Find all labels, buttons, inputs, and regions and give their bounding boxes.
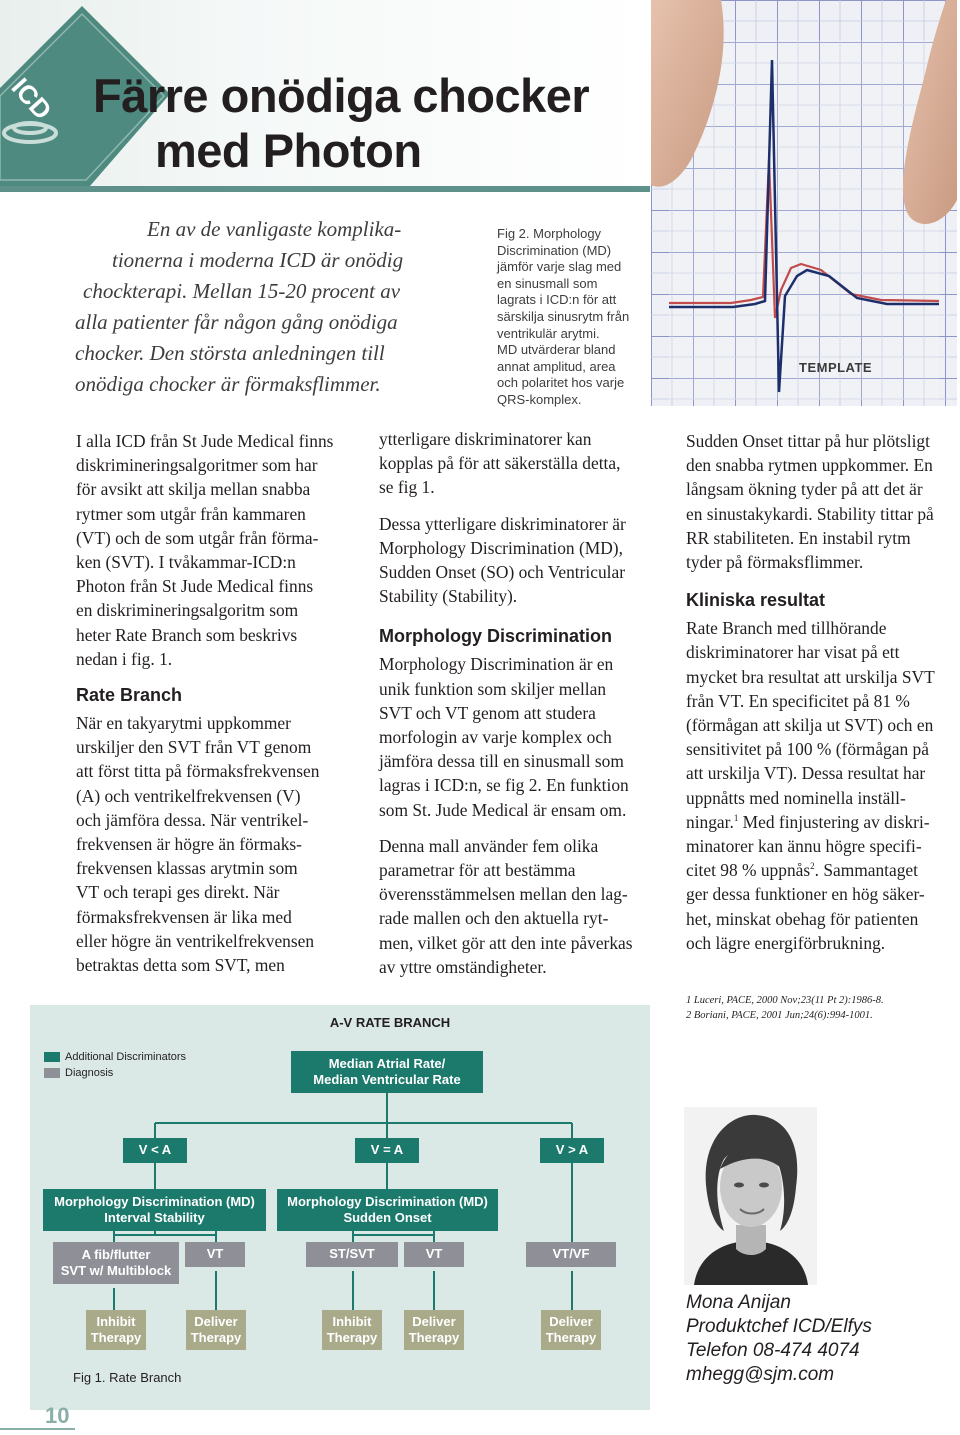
text-line: När en takyarytmi uppkommer xyxy=(76,713,291,734)
intro-line: chockterapi. Mellan 15-20 procent av xyxy=(83,279,401,303)
legend-swatch-teal xyxy=(44,1052,60,1062)
node-line: Therapy xyxy=(326,1330,378,1345)
caption-line: ventrikulär arytmi. xyxy=(497,325,600,341)
heading-rate-branch: Rate Branch xyxy=(76,685,183,706)
node-deliver-1 xyxy=(186,1310,246,1350)
intro-line: onödiga chocker är förmaksflimmer. xyxy=(75,372,381,396)
contact-phone: Telefon 08-474 4074 xyxy=(686,1340,860,1361)
text-line: förmaksfrekvensen är lika med xyxy=(76,906,292,927)
text-line: Dessa ytterligare diskriminatorer är xyxy=(379,513,626,534)
node-line: Therapy xyxy=(408,1330,460,1345)
caption-line: lagrats i ICD:n för att xyxy=(497,292,617,308)
intro-text xyxy=(75,214,435,400)
node-line: Therapy xyxy=(90,1330,142,1345)
contact-role: Produktchef ICD/Elfys xyxy=(686,1316,872,1337)
title-line-1: Färre onödiga chocker xyxy=(93,69,590,122)
footnote-ref: 2 xyxy=(810,861,815,872)
text-line: unik funktion som skiljer mellan xyxy=(379,678,607,699)
paragraph xyxy=(76,711,366,977)
text-line: (förmågan att skilja ut SVT) och en xyxy=(686,715,934,736)
text-line: ytterligare diskriminatorer kan xyxy=(379,429,592,449)
node-disc-mid xyxy=(277,1189,498,1231)
text-line: frekvensen är högre än förmaks- xyxy=(76,834,302,855)
paragraph xyxy=(76,429,366,671)
text-line: kopplas på för att säkerställa detta, xyxy=(379,453,621,474)
text-line: Morphology Discrimination är en xyxy=(379,654,614,675)
text-line: men, vilket gör att den inte påverkas xyxy=(379,932,633,953)
node-line: Sudden Onset xyxy=(343,1210,432,1225)
text-line: I alla ICD från St Jude Medical finns xyxy=(76,431,334,451)
column-3 xyxy=(686,429,960,955)
node-root xyxy=(291,1051,483,1093)
legend-swatch-grey xyxy=(44,1068,60,1078)
title-line-2: med Photon xyxy=(155,124,422,177)
node-inhibit-2 xyxy=(322,1310,382,1350)
text-line: jämföra dessa till en sinusmall som xyxy=(379,751,624,772)
text-line: Stability (Stability). xyxy=(379,586,518,607)
node-line: SVT w/ Multiblock xyxy=(60,1263,172,1278)
text-line: Denna mall använder fem olika xyxy=(379,835,599,856)
footnote-ref: 1 xyxy=(733,813,739,824)
node-line: Therapy xyxy=(190,1330,242,1345)
text-line: att först titta på förmaksfrekvensen xyxy=(76,761,320,782)
photo-label: TEMPLATE xyxy=(799,360,873,375)
text-fragment: ningar. xyxy=(686,811,734,832)
contact-email[interactable]: mhegg@sjm.com xyxy=(686,1364,835,1385)
heading-kliniska-resultat: Kliniska resultat xyxy=(686,590,826,611)
paragraph xyxy=(379,427,669,500)
caption-line: särskilja sinusrytm från xyxy=(497,308,630,324)
text-line: sensitivitet på 100 % (förmågan på xyxy=(686,739,929,760)
text-line: mycket bra resultat att urskilja SVT xyxy=(686,666,935,687)
node-line: Deliver xyxy=(412,1313,456,1329)
node-line: Interval Stability xyxy=(104,1210,205,1225)
node-deliver-3 xyxy=(541,1310,601,1350)
caption-line: Discrimination (MD) xyxy=(497,242,612,258)
text-line: (A) och ventrikelfrekvensen (V) xyxy=(76,785,301,806)
column-1 xyxy=(76,429,366,977)
text-line: en diskrimineringsalgoritm som xyxy=(76,600,299,621)
text-line: eller högre än ventrikelfrekvensen xyxy=(76,930,315,951)
text-line: morfologin av varje komplex och xyxy=(379,727,612,748)
node-line: Therapy xyxy=(545,1330,597,1345)
text-line: parametrar för att bestämma xyxy=(379,860,576,881)
diagram-title: A-V RATE BRANCH xyxy=(329,1015,451,1030)
intro-line: En av de vanligaste komplika- xyxy=(147,217,402,241)
node-line: Morphology Discrimination (MD) xyxy=(287,1193,488,1209)
paragraph xyxy=(686,616,960,955)
text-line: uppnåtts med nominella inställ- xyxy=(686,787,906,808)
text-line: betraktas detta som SVT, men xyxy=(76,955,285,976)
text-line: lagras i ICD:n, se fig 2. En funktion xyxy=(379,775,629,796)
caption-line: jämför varje slag med xyxy=(497,259,622,275)
node-inhibit-1 xyxy=(86,1310,146,1350)
legend-label: Additional Discriminators xyxy=(65,1051,187,1063)
text-fragment: . Sammantaget xyxy=(814,860,918,881)
page-number: 10 xyxy=(45,1403,70,1428)
node-v-lt-a: V < A xyxy=(123,1138,187,1163)
text-fragment: citet 98 % uppnås xyxy=(686,860,811,881)
node-line: Morphology Discrimination (MD) xyxy=(54,1193,255,1209)
text-line: nedan i fig. 1. xyxy=(76,648,173,669)
intro-line: chocker. Den största anledningen till xyxy=(75,341,385,365)
page-title xyxy=(93,68,653,178)
text-line: en sinustakykardi. Stability tittar på xyxy=(686,503,934,524)
caption-line: annat amplitud, area xyxy=(497,358,616,374)
text-line: den snabba rytmen uppkommer. En xyxy=(686,455,933,476)
text-line: RR stabiliteten. En instabil rytm xyxy=(686,527,911,548)
text-line: diskriminatorer har visat på ett xyxy=(686,642,900,663)
node-v-gt-a: V > A xyxy=(540,1138,604,1163)
text-line: diskrimineringsalgoritmer som har xyxy=(76,455,318,476)
caption-line: Fig 2. Morphology xyxy=(497,226,602,241)
text-line: frekvensen klassas arytmin som xyxy=(76,858,298,879)
caption-line: QRS-komplex. xyxy=(497,391,582,407)
node-v-eq-a: V = A xyxy=(355,1138,419,1163)
text-line: Photon från St Jude Medical finns xyxy=(76,576,314,597)
node-line: Median Ventricular Rate xyxy=(313,1072,461,1087)
node-vt-mid: VT xyxy=(404,1242,464,1267)
text-line: långsam ökning tyder på att det är xyxy=(686,479,923,500)
text-line: (VT) och de som utgår från förma- xyxy=(76,527,319,548)
text-line: för avsikt att skilja mellan snabba xyxy=(76,479,311,500)
node-line: Inhibit xyxy=(332,1313,372,1329)
text-line: från VT. En specificitet på 81 % xyxy=(686,690,910,711)
paragraph xyxy=(379,512,669,609)
text-line: ger dessa funktioner en hög säker- xyxy=(686,884,925,905)
legend-label: Diagnosis xyxy=(65,1067,114,1079)
text-line: och lägre energiförbrukning. xyxy=(686,932,886,953)
text-fragment: Med finjustering av diskri- xyxy=(738,811,930,832)
legend-diagnosis xyxy=(44,1067,113,1079)
portrait-photo xyxy=(684,1107,817,1285)
node-line: Median Atrial Rate/ xyxy=(328,1055,446,1071)
paragraph xyxy=(686,429,960,574)
reference-item: 1 Luceri, PACE, 2000 Nov;23(11 Pt 2):1986-8. xyxy=(686,995,884,1006)
intro-line: tionerna i moderna ICD är onödig xyxy=(112,248,404,272)
text-line: överensstämmelsen mellan den lag- xyxy=(379,884,628,905)
text-line: Morphology Discrimination (MD), xyxy=(379,537,623,558)
figure-2-caption xyxy=(497,226,657,409)
node-line: A fib/flutter xyxy=(81,1246,151,1262)
text-line: rade mallen och den aktuella ryt- xyxy=(379,908,609,929)
text-line: att urskilja VT). Dessa resultat har xyxy=(686,763,926,784)
column-2 xyxy=(379,427,669,979)
node-vt-vf: VT/VF xyxy=(526,1242,616,1267)
text-line: Sudden Onset tittar på hur plötsligt xyxy=(686,431,930,451)
figure-1-caption: Fig 1. Rate Branch xyxy=(73,1370,182,1385)
text-line: SVT och VT genom att studera xyxy=(379,702,596,723)
text-line: het, minskat obehag för patienten xyxy=(686,908,919,929)
text-line: ken (SVT). I tvåkammar-ICD:n xyxy=(76,552,296,573)
intro-line: alla patienter får någon gång onödiga xyxy=(75,310,398,334)
text-line xyxy=(686,810,960,834)
text-line: tyder på förmaksflimmer. xyxy=(686,552,864,573)
text-line: rytmer som utgår från kammaren xyxy=(76,503,306,524)
page-number-rule xyxy=(0,1428,75,1430)
node-line: Deliver xyxy=(549,1313,593,1329)
text-line: heter Rate Branch som beskrivs xyxy=(76,624,298,645)
node-vt-left: VT xyxy=(185,1242,245,1267)
text-line: Sudden Onset (SO) och Ventricular xyxy=(379,562,625,583)
contact-name: Mona Anijan xyxy=(686,1292,791,1313)
text-line: Rate Branch med tillhörande xyxy=(686,618,887,639)
text-line: urskiljer den SVT från VT genom xyxy=(76,737,312,758)
node-deliver-2 xyxy=(404,1310,464,1350)
text-line: se fig 1. xyxy=(379,477,435,498)
text-line: minatorer kan ännu högre specifi- xyxy=(686,836,922,857)
node-line: Deliver xyxy=(194,1313,238,1329)
heading-morphology-discrimination: Morphology Discrimination xyxy=(379,626,613,647)
references xyxy=(686,993,956,1023)
text-line: VT och terapi ges direkt. När xyxy=(76,882,280,903)
caption-line: en sinusmall som xyxy=(497,275,598,291)
node-st-svt: ST/SVT xyxy=(306,1242,398,1267)
reference-item: 2 Boriani, PACE, 2001 Jun;24(6):994-1001. xyxy=(686,1010,873,1021)
ecg-template-photo xyxy=(651,0,957,406)
paragraph xyxy=(379,834,669,979)
section-tab: ICD xyxy=(5,72,58,126)
caption-line: MD utvärderar bland xyxy=(497,342,616,358)
caption-line: och polaritet hos varje xyxy=(497,375,625,391)
node-line: Inhibit xyxy=(96,1313,136,1329)
text-line: och jämföra dessa. När ventrikel- xyxy=(76,809,309,830)
text-line: som St. Jude Medical är ensam om. xyxy=(379,799,627,820)
node-disc-left xyxy=(43,1189,266,1231)
paragraph xyxy=(379,652,669,821)
node-afib xyxy=(53,1242,179,1284)
contact-block xyxy=(686,1291,956,1387)
legend-additional xyxy=(44,1051,186,1063)
text-line: av yttre omständigheter. xyxy=(379,956,547,977)
text-line xyxy=(686,858,960,882)
